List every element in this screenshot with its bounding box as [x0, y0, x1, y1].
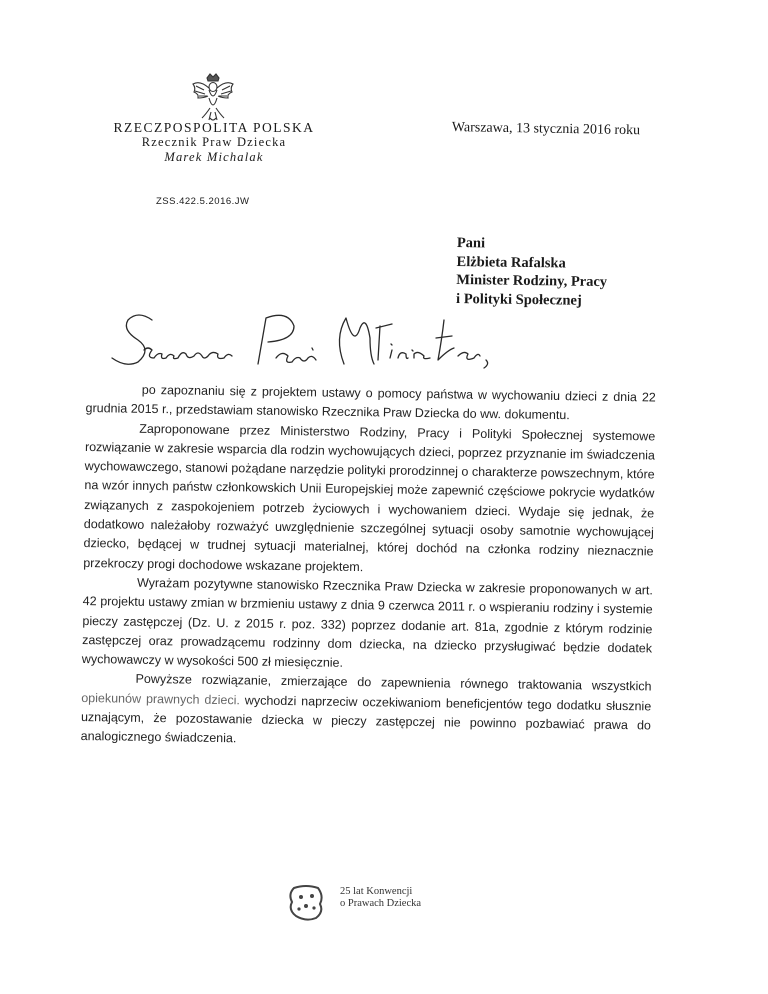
body-text: wychodzi naprzeciw oczekiwaniom beneficjentów tego dodatku słusznie uznającym, że pozostawanie dziecka w pieczy zastępczej nie powinno pozbawiać prawa do analogicznego świadczenia.: [80, 693, 652, 746]
recipient-line: Minister Rodziny, Pracy: [456, 271, 608, 291]
country-name: RZECZPOSPOLITA POLSKA: [113, 120, 315, 135]
footer-slogan: [340, 886, 421, 910]
reference-number: ZSS.422.5.2016.JW: [156, 196, 250, 207]
letter-body: [81, 380, 656, 755]
polish-eagle-emblem-icon: [190, 72, 236, 124]
footer-line: o Prawach Dziecka: [340, 898, 422, 909]
recipient-line: Pani: [456, 234, 486, 252]
body-paragraph: po zapoznaniu się z projektem ustawy o pomocy państwa w wychowaniu dzieci z dnia 22 grudnia 2015 r., przedstawiam stanowisko Rzecznika Praw Dziecka do ww. dokumentu.: [85, 382, 656, 423]
letter-date: Warszawa, 13 stycznia 2016 roku: [451, 120, 641, 139]
body-paragraph: [81, 669, 652, 755]
letterhead: [96, 120, 332, 165]
handwritten-salutation: [108, 308, 498, 386]
body-paragraph: Wyrażam pozytywne stanowisko Rzecznika Praw Dziecka w zakresie proponowanych w art. 42 projektu ustawy zmian w brzmieniu ustawy z dnia 9 czerwca 2011 r. o wspieraniu rodziny i systemie pieczy zastępczej (Dz. U. z 2015 r. poz. 332) poprzez dodanie art. 81a, zgodnie z którym rodzinie zastępczej oraz prowadzącemu rodzinny dom dziecka, na dziecko przysługiwać będzie dodatek wychowawczy w wysokości 500 zł miesięcznie.: [81, 575, 654, 670]
faded-text: opiekunów prawnych dzieci.: [81, 690, 241, 708]
recipient-line: Elżbieta Rafalska: [456, 253, 566, 272]
convention-logo-icon: [286, 882, 326, 922]
official-name: Marek Michalak: [164, 150, 264, 164]
footer-line: 25 lat Konwencji: [340, 886, 413, 897]
body-text: Powyższe rozwiązanie, zmierzające do zapewnienia równego traktowania wszystkich: [135, 672, 652, 694]
body-paragraph: Zaproponowane przez Ministerstwo Rodziny, Pracy i Polityki Społecznej systemowe rozwiązanie w zakresie wsparcia dla rodzin wychowujących dzieci, poprzez przyznanie im świadczenia wychowawczego, stanowi pożądane narzędzie polityki prorodzinnej o charakterze powszechnym, które na wzór innych państw członkowskich Unii Europejskiej może zapewnić częściowe pokrycie wydatków związanych z zaspokojeniem potrzeb życiowych i wychowaniem dzieci. Wydaje się jednak, że dodatkowo należałoby rozważyć uwzględnienie szczególnej sytuacji osoby samotnie wychowującej dziecko, będącej w trudnej sytuacji materialnej, której dochód na członka rodziny nieznacznie przekroczy progi dochodowe wskazane projektem.: [83, 421, 656, 574]
recipient-block: [456, 234, 608, 310]
recipient-line: i Polityki Społecznej: [455, 290, 582, 309]
office-name: Rzecznik Praw Dziecka: [141, 135, 287, 149]
